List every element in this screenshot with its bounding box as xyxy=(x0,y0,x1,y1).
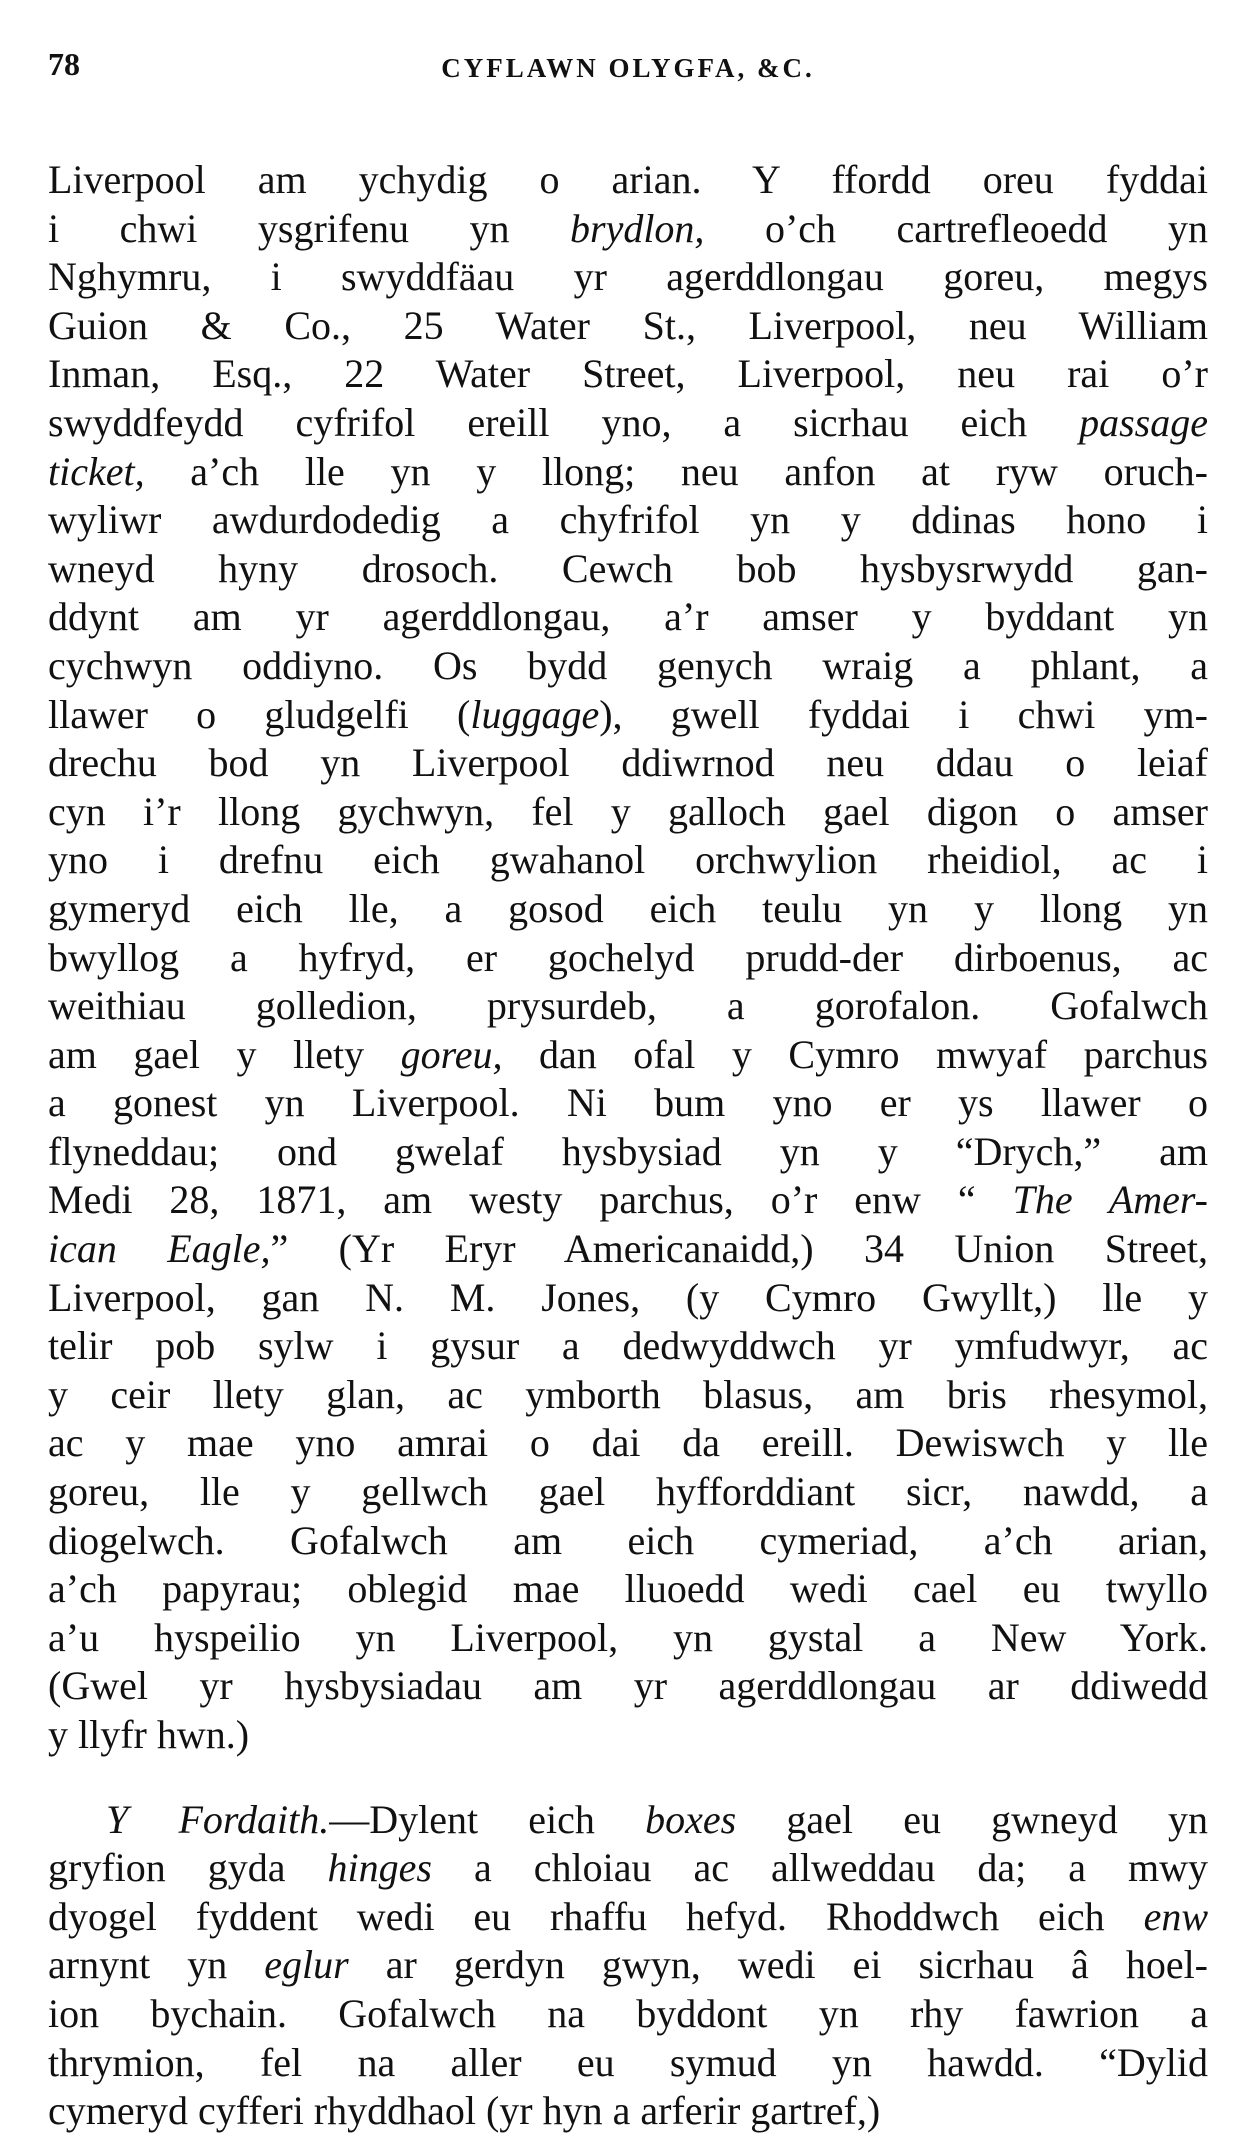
text-run: weithiau golledion, prysurdeb, a gorofalon. Gofalwch xyxy=(48,983,1208,1029)
text-line xyxy=(48,788,1208,837)
text-run: Nghymru, i swyddfäau yr agerddlongau goreu, megys xyxy=(48,254,1208,300)
text-line xyxy=(48,1079,1208,1128)
text-run: diogelwch. Gofalwch am eich cymeriad, a’ch arian, xyxy=(48,1517,1208,1563)
page-number: 78 xyxy=(48,46,80,82)
text-run: arnynt yn xyxy=(48,1942,265,1988)
text-line xyxy=(48,1176,1208,1225)
paragraph-1 xyxy=(48,156,1208,1760)
text-line xyxy=(48,2087,1208,2136)
text-run: Liverpool, gan N. M. Jones, (y Cymro Gwyllt,) lle y xyxy=(48,1274,1208,1320)
text-line xyxy=(48,1371,1208,1420)
text-run: drechu bod yn Liverpool ddiwrnod neu ddau o leiaf xyxy=(48,740,1208,786)
text-line xyxy=(48,1711,1208,1760)
text-line xyxy=(48,1468,1208,1517)
text-line xyxy=(48,1031,1208,1080)
text-line xyxy=(48,691,1208,740)
text-run: thrymion, fel na aller eu symud yn hawdd. “Dylid xyxy=(48,2039,1208,2085)
text-run: gael eu gwneyd yn xyxy=(736,1796,1208,1842)
text-run: flyneddau; ond gwelaf hysbysiad yn y “Drych,” am xyxy=(48,1128,1208,1174)
text-run: am gael y llety xyxy=(48,1031,401,1077)
text-run: a’ch papyrau; oblegid mae lluoedd wedi cael eu twyllo xyxy=(48,1566,1208,1612)
text-run: cyn i’r llong gychwyn, fel y galloch gael digon o amser xyxy=(48,788,1208,834)
italic-run: ican Eagle, xyxy=(48,1226,271,1272)
text-run: wyliwr awdurdodedig a chyfrifol yn y ddinas hono i xyxy=(48,497,1208,543)
text-run: y ceir llety glan, ac ymborth blasus, am bris rhesymol, xyxy=(48,1371,1208,1417)
text-run: swyddfeydd cyfrifol ereill yno, a sicrhau eich xyxy=(48,399,1080,445)
text-line xyxy=(48,302,1208,351)
italic-run: luggage xyxy=(470,691,600,737)
text-run: cymeryd cyfferi rhyddhaol (yr hyn a arferir gartref,) xyxy=(48,2088,881,2134)
text-run: y llyfr hwn.) xyxy=(48,1712,250,1757)
text-run: gymeryd eich lle, a gosod eich teulu yn y llong yn xyxy=(48,885,1208,931)
italic-run: enw xyxy=(1143,1893,1208,1939)
text-run: bwyllog a hyfryd, er gochelyd prudd-der dirboenus, ac xyxy=(48,934,1208,980)
text-line xyxy=(48,253,1208,302)
text-run: —Dylent eich xyxy=(329,1796,646,1842)
text-line xyxy=(48,1517,1208,1566)
italic-run: The Amer- xyxy=(1012,1177,1208,1223)
italic-run: passage xyxy=(1079,399,1208,445)
italic-run: hinges xyxy=(327,1845,432,1891)
italic-run: boxes xyxy=(645,1796,737,1842)
text-line xyxy=(48,205,1208,254)
text-line xyxy=(48,1796,1208,1845)
text-run: Guion & Co., 25 Water St., Liverpool, neu William xyxy=(48,302,1208,348)
text-run: (Gwel yr hysbysiadau am yr agerddlongau ar ddiwedd xyxy=(48,1663,1208,1709)
text-line xyxy=(48,1614,1208,1663)
text-line xyxy=(48,739,1208,788)
italic-run: ticket, xyxy=(48,448,145,494)
page xyxy=(48,40,1209,2134)
text-line xyxy=(48,1565,1208,1614)
body-text xyxy=(48,156,1208,2136)
text-line xyxy=(48,593,1208,642)
running-title: CYFLAWN OLYGFA, &C. xyxy=(441,52,815,83)
text-line xyxy=(48,1662,1208,1711)
text-line xyxy=(48,2039,1208,2088)
text-run: ddynt am yr agerddlongau, a’r amser y byddant yn xyxy=(48,594,1208,640)
text-line xyxy=(48,836,1208,885)
text-line xyxy=(48,1274,1208,1323)
italic-run: Y Fordaith. xyxy=(106,1796,330,1842)
text-line xyxy=(48,1990,1208,2039)
text-run: ac y mae yno amrai o dai da ereill. Dewiswch y lle xyxy=(48,1420,1208,1466)
text-run: dyogel fyddent wedi eu rhaffu hefyd. Rhoddwch eich xyxy=(48,1893,1144,1939)
text-run: llawer o gludgelfi ( xyxy=(48,691,471,737)
text-line xyxy=(48,885,1208,934)
text-run: Inman, Esq., 22 Water Street, Liverpool, neu rai o’r xyxy=(48,351,1208,397)
italic-run: brydlon, xyxy=(570,205,705,251)
text-run: a’ch lle yn y llong; neu anfon at ryw oruch- xyxy=(144,448,1208,494)
text-line xyxy=(48,1893,1208,1942)
text-line xyxy=(48,545,1208,594)
text-line xyxy=(48,496,1208,545)
text-line xyxy=(48,156,1208,205)
text-run: a gonest yn Liverpool. Ni bum yno er ys llawer o xyxy=(48,1080,1208,1126)
text-run: dan ofal y Cymro mwyaf parchus xyxy=(502,1031,1208,1077)
text-line xyxy=(48,934,1208,983)
text-run: ), gwell fyddai i chwi ym- xyxy=(599,691,1208,737)
running-head xyxy=(48,40,1208,96)
text-run: telir pob sylw i gysur a dedwyddwch yr ymfudwyr, ac xyxy=(48,1323,1208,1369)
text-line xyxy=(48,1128,1208,1177)
text-run: ar gerdyn gwyn, wedi ei sicrhau â hoel- xyxy=(348,1942,1209,1988)
text-line xyxy=(48,1844,1208,1893)
text-run: yno i drefnu eich gwahanol orchwylion rheidiol, ac i xyxy=(48,837,1208,883)
text-run: ion bychain. Gofalwch na byddont yn rhy fawrion a xyxy=(48,1990,1208,2036)
italic-run: goreu, xyxy=(400,1031,503,1077)
text-line xyxy=(48,982,1208,1031)
text-run: o’ch cartrefleoedd yn xyxy=(704,205,1209,251)
text-line xyxy=(48,1941,1208,1990)
text-run: gryfion gyda xyxy=(48,1845,328,1891)
text-line xyxy=(48,448,1208,497)
text-run: wneyd hyny drosoch. Cewch bob hysbysrwydd gan- xyxy=(48,545,1208,591)
text-run: a chloiau ac allweddau da; a mwy xyxy=(431,1845,1208,1891)
text-run: a’u hyspeilio yn Liverpool, yn gystal a New York. xyxy=(48,1614,1208,1660)
paragraph-gap xyxy=(48,1760,1208,1796)
text-line xyxy=(48,350,1208,399)
paragraph-2 xyxy=(48,1796,1208,2136)
text-run: cychwyn oddiyno. Os bydd genych wraig a phlant, a xyxy=(48,642,1208,688)
italic-run: eglur xyxy=(264,1942,349,1988)
text-run: i chwi ysgrifenu yn xyxy=(48,205,570,251)
text-run: ” (Yr Eryr Americanaidd,) 34 Union Street, xyxy=(270,1226,1208,1272)
text-line xyxy=(48,642,1208,691)
text-line xyxy=(48,1419,1208,1468)
text-line xyxy=(48,1322,1208,1371)
text-run: goreu, lle y gellwch gael hyfforddiant sicr, nawdd, a xyxy=(48,1469,1208,1515)
text-line xyxy=(48,1225,1208,1274)
text-line xyxy=(48,399,1208,448)
text-run: Medi 28, 1871, am westy parchus, o’r enw “ xyxy=(48,1177,1013,1223)
text-run: Liverpool am ychydig o arian. Y ffordd oreu fyddai xyxy=(48,157,1208,202)
